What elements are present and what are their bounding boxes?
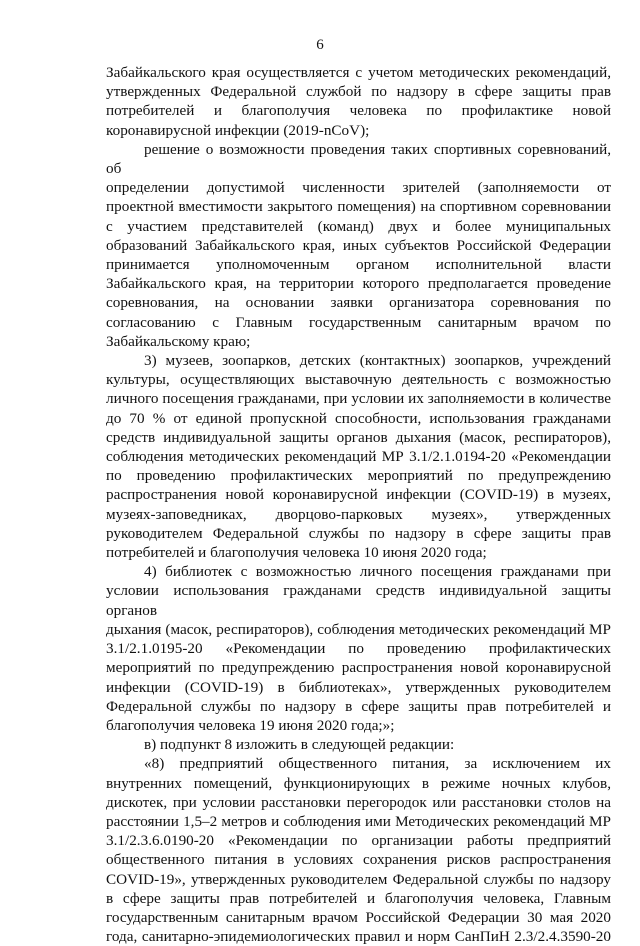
text-line: года, санитарно-эпидемиологических правил и норм СанПиН 2.3/2.4.3590-20	[106, 928, 611, 946]
text-line: потребителей и благополучия человека 10 июня 2020 года;	[106, 544, 487, 562]
text-line: личного посещения гражданами, при условии их заполняемости в количестве	[106, 390, 611, 408]
text-line: дискотек, при условии расстановки перегородок или расстановки столов на	[106, 793, 611, 811]
text-line: соблюдения методических рекомендаций МР 3.1/2.1.0194-20 «Рекомендации	[106, 448, 611, 466]
page-number: 6	[316, 37, 324, 53]
text-line: Забайкальского края осуществляется с учетом методических рекомендаций,	[106, 64, 611, 81]
text-line: по проведению профилактических мероприятий по предупреждению	[106, 467, 611, 485]
text-line: Забайкальскому краю;	[106, 332, 251, 350]
text-line: государственным санитарным врачом Российской Федерации 30 мая 2020	[106, 908, 611, 926]
text-line: общественного питания в условиях сохранения рисков распространения	[106, 851, 611, 869]
text-line: 3) музеев, зоопарков, детских (контактных) зоопарков, учреждений	[144, 352, 611, 370]
text-line: проектной вместимости закрытого помещения) на спортивном соревновании	[106, 198, 611, 216]
text-line: с участием представителей (команд) двух и более муниципальных	[106, 217, 611, 235]
text-line: музеях-заповедниках, дворцово-парковых музеях», утвержденных	[106, 505, 611, 523]
text-line: потребителей и благополучия человека по профилактике новой	[106, 102, 611, 120]
text-line: соревнования, на основании заявки организатора соревнования по	[106, 294, 611, 312]
text-line: утвержденных Федеральной службой по надзору в сфере защиты прав	[106, 83, 611, 101]
text-line: 4) библиотек с возможностью личного посещения гражданами при	[144, 563, 611, 581]
text-line: расстоянии 1,5–2 метров и соблюдения ими Методических рекомендаций МР	[106, 812, 611, 830]
text-line: мероприятий по предупреждению распространения новой коронавирусной	[106, 659, 611, 677]
document-body	[106, 63, 611, 946]
text-line: распространения новой коронавирусной инфекции (COVID-19) в музеях,	[106, 486, 611, 504]
text-line: культуры, осуществляющих выставочную деятельность с возможностью	[106, 371, 611, 389]
text-line: условии использования гражданами средств индивидуальной защиты органов	[106, 582, 611, 619]
text-line: Забайкальского края, на территории которого предполагается проведение	[106, 275, 611, 293]
text-line: COVID-19», утвержденных руководителем Федеральной службы по надзору	[106, 870, 611, 888]
text-line: дыхания (масок, респираторов), соблюдения методических рекомендаций МР	[106, 620, 611, 638]
text-line: 3.1/2.1.0195-20 «Рекомендации по проведению профилактических	[106, 640, 611, 658]
text-line: коронавирусной инфекции (2019-nCoV);	[106, 121, 370, 139]
text-line: «8) предприятий общественного питания, за исключением их	[144, 755, 611, 773]
text-line: руководителем Федеральной службы по надзору в сфере защиты прав	[106, 524, 611, 542]
text-line: согласованию с Главным государственным санитарным врачом по	[106, 313, 611, 331]
text-line: благополучия человека 19 июня 2020 года;»;	[106, 716, 395, 734]
text-line: образований Забайкальского края, иных субъектов Российской Федерации	[106, 236, 611, 254]
text-line: Федеральной службы по надзору в сфере защиты прав потребителей и	[106, 697, 611, 715]
text-line: внутренних помещений, функционирующих в режиме ночных клубов,	[106, 774, 611, 792]
text-line: в) подпункт 8 изложить в следующей редакции:	[144, 736, 455, 754]
text-line: принимается уполномоченным органом исполнительной власти	[106, 256, 611, 274]
text-line: в сфере защиты прав потребителей и благополучия человека, Главным	[106, 889, 611, 907]
text-line: определении допустимой численности зрителей (заполняемости от	[106, 179, 611, 197]
text-line: инфекции (COVID-19) в библиотеках», утвержденных руководителем	[106, 678, 611, 696]
text-line: решение о возможности проведения таких спортивных соревнований, об	[106, 140, 611, 178]
text-line: до 70 % от единой пропускной способности, использования гражданами	[106, 409, 611, 427]
text-line: 3.1/2.3.6.0190-20 «Рекомендации по организации работы предприятий	[106, 832, 611, 850]
text-line: средств индивидуальной защиты органов дыхания (масок, респираторов),	[106, 428, 611, 446]
